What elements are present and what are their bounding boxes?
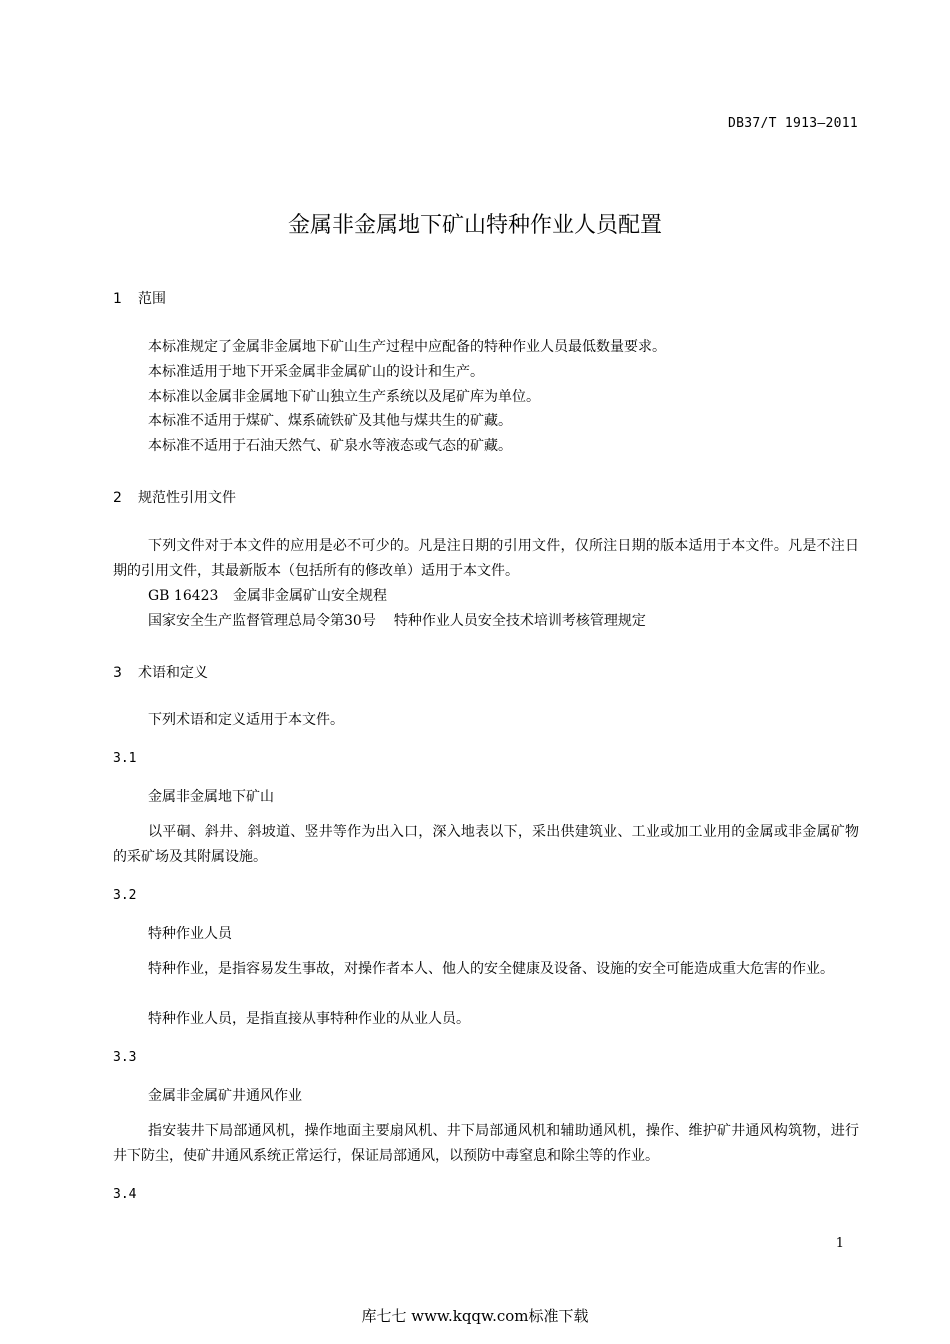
document-number: DB37/T 1913—2011 xyxy=(727,116,858,131)
page-number: 1 xyxy=(835,1236,844,1251)
footer-watermark: 库七七 www.kqqw.com标准下载 xyxy=(361,1307,589,1325)
reference-item xyxy=(148,584,387,609)
terms-intro: 下列术语和定义适用于本文件。 xyxy=(148,712,344,728)
term-definition: 特种作业，是指容易发生事故，对操作者本人、他人的安全健康及设备、设施的安全可能造成重大危害的作业。 xyxy=(148,961,834,977)
term-heading: 特种作业人员 xyxy=(148,926,232,942)
reference-item xyxy=(148,609,646,634)
term-definition: 以平硐、斜井、斜坡道、竖井等作为出入口，深入地表以下，采出供建筑业、工业或加工业用的金属或非金属矿物的采矿场及其附属设施。 xyxy=(113,824,859,865)
subsection-number: 3.3 xyxy=(113,1050,137,1065)
section-2-heading xyxy=(113,487,236,507)
section-1-heading xyxy=(113,288,166,308)
reference-code: GB 16423 xyxy=(148,588,219,604)
subsection-number: 3.4 xyxy=(113,1187,137,1202)
term-definition: 特种作业人员，是指直接从事特种作业的从业人员。 xyxy=(148,1011,470,1027)
subsection-number: 3.2 xyxy=(113,888,137,903)
scope-line: 本标准以金属非金属地下矿山独立生产系统以及尾矿库为单位。 xyxy=(148,389,540,405)
subsection-number: 3.1 xyxy=(113,751,137,766)
term-heading: 金属非金属矿井通风作业 xyxy=(148,1088,302,1104)
section-number: 3 xyxy=(113,665,122,681)
section-title: 术语和定义 xyxy=(138,665,208,681)
section-title: 规范性引用文件 xyxy=(138,490,236,506)
scope-line: 本标准规定了金属非金属地下矿山生产过程中应配备的特种作业人员最低数量要求。 xyxy=(148,339,666,355)
references-intro: 下列文件对于本文件的应用是必不可少的。凡是注日期的引用文件，仅所注日期的版本适用于本文件。凡是不注日期的引用文件，其最新版本（包括所有的修改单）适用于本文件。 xyxy=(113,538,859,579)
reference-code: 国家安全生产监督管理总局令第30号 xyxy=(148,613,376,629)
scope-line: 本标准适用于地下开采金属非金属矿山的设计和生产。 xyxy=(148,364,484,380)
term-heading: 金属非金属地下矿山 xyxy=(148,789,274,805)
section-3-heading xyxy=(113,662,208,682)
scope-line: 本标准不适用于石油天然气、矿泉水等液态或气态的矿藏。 xyxy=(148,438,512,454)
document-title: 金属非金属地下矿山特种作业人员配置 xyxy=(287,213,662,238)
section-number: 1 xyxy=(113,291,122,307)
reference-name: 金属非金属矿山安全规程 xyxy=(233,588,387,604)
scope-line: 本标准不适用于煤矿、煤系硫铁矿及其他与煤共生的矿藏。 xyxy=(148,413,512,429)
section-number: 2 xyxy=(113,490,122,506)
section-title: 范围 xyxy=(138,291,166,307)
reference-name: 特种作业人员安全技术培训考核管理规定 xyxy=(393,613,646,629)
term-definition: 指安装井下局部通风机，操作地面主要扇风机、井下局部通风机和辅助通风机，操作、维护矿井通风构筑物，进行井下防尘，使矿井通风系统正常运行，保证局部通风，以预防中毒窒息和除尘等的作业。 xyxy=(113,1123,859,1164)
